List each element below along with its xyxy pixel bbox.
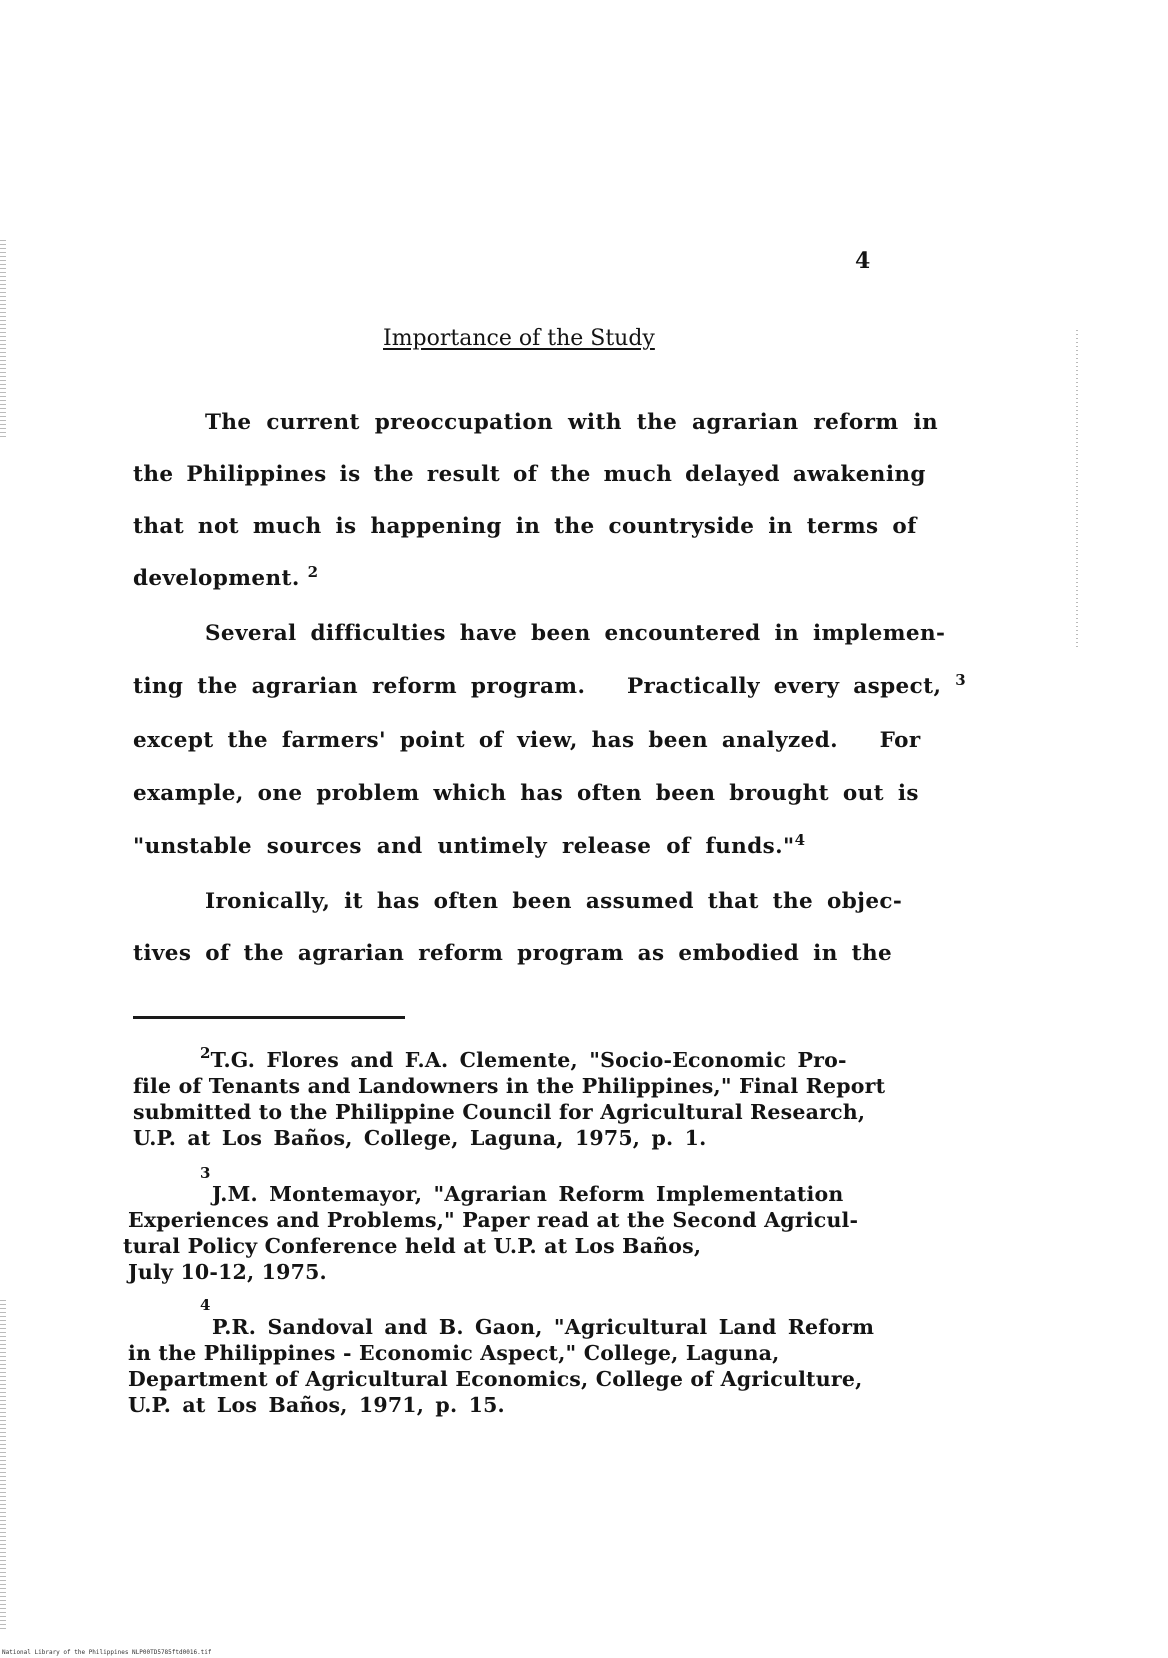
footnote-ref: 4 — [794, 830, 806, 849]
footnote-line: P.R. Sandoval and B. Gaon, "Agricultural Land Reform — [212, 1315, 875, 1339]
section-heading: Importance of the Study — [383, 326, 655, 351]
body-line: The current preoccupation with the agrarian reform in — [205, 410, 938, 435]
footnote-line: $^2$T.G. Flores and F.A. Clemente, "Socio-Economic Pro- — [200, 1044, 847, 1072]
body-line: Ironically, it has often been assumed that the objec- — [205, 889, 903, 914]
body-line: except the farmers' point of view, has been analyzed. For — [133, 728, 921, 753]
body-line: that not much is happening in the countryside in terms of — [133, 514, 917, 539]
footnote-mark: 2 — [200, 1044, 211, 1062]
footnote-line: July 10-12, 1975. — [128, 1260, 327, 1284]
body-line: Several difficulties have been encountered in implemen- — [205, 621, 946, 646]
scan-margin-right — [1076, 330, 1078, 650]
scan-margin-left-bottom — [0, 1300, 6, 1630]
scan-footer: National Library of the Philippines NLP00TD5785ftd0016.tif — [2, 1649, 212, 1656]
footnote-line: in the Philippines - Economic Aspect," College, Laguna, — [128, 1341, 780, 1365]
footnote-mark: 4 — [200, 1296, 211, 1314]
body-line: tives of the agrarian reform program as embodied in the — [133, 941, 893, 966]
footnote-line: Department of Agricultural Economics, College of Agriculture, — [128, 1367, 863, 1391]
footnote-separator — [133, 1016, 405, 1019]
page-number: 4 — [855, 248, 871, 274]
footnote-line: submitted to the Philippine Council for Agricultural Research, — [133, 1100, 866, 1124]
footnote-line: file of Tenants and Landowners in the Philippines," Final Report — [133, 1074, 886, 1098]
body-line: the Philippines is the result of the much delayed awakening — [133, 462, 926, 487]
footnote-ref: 2 — [307, 562, 319, 581]
body-line: example, one problem which has often been brought out is — [133, 781, 919, 806]
footnote-line: J.M. Montemayor, "Agrarian Reform Implementation — [212, 1182, 844, 1206]
body-line: ting the agrarian reform program. Practically every aspect, $^3$ — [133, 670, 967, 699]
body-line: "unstable sources and untimely release of funds."$^4$ — [133, 830, 806, 859]
body-line: development. $^2$ — [133, 562, 319, 591]
footnote-line: tural Policy Conference held at U.P. at Los Baños, — [123, 1234, 702, 1258]
footnote-line: Experiences and Problems," Paper read at the Second Agricul- — [128, 1208, 859, 1232]
footnote-mark: 3 — [200, 1164, 211, 1182]
footnote-line: U.P. at Los Baños, 1971, p. 15. — [128, 1393, 505, 1417]
footnote-line: U.P. at Los Baños, College, Laguna, 1975, p. 1. — [133, 1126, 707, 1150]
scan-margin-left — [0, 240, 6, 440]
footnote-ref: 3 — [955, 670, 967, 689]
